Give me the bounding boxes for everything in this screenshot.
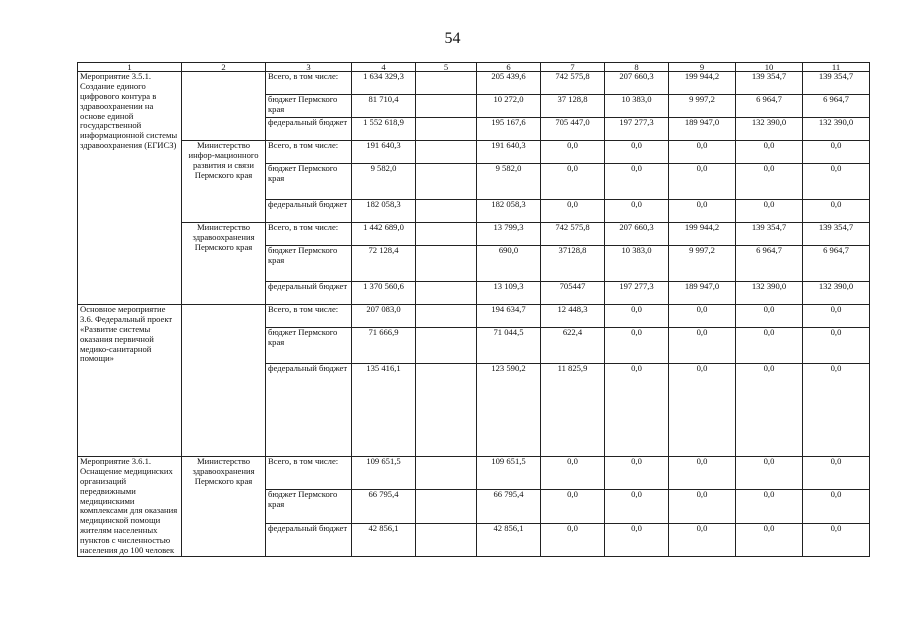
- amount-cell-c6: 13 799,3: [477, 223, 541, 246]
- amount-cell-c11: 132 390,0: [803, 118, 870, 141]
- amount-cell-c10: 0,0: [736, 328, 803, 364]
- amount-cell-c9: 0,0: [669, 328, 736, 364]
- executor-cell: [182, 72, 266, 141]
- amount-cell-c8: 0,0: [605, 457, 669, 490]
- amount-cell-c5: [416, 118, 477, 141]
- amount-cell-c7: 705447: [541, 282, 605, 305]
- amount-cell-c11: 6 964,7: [803, 95, 870, 118]
- amount-cell-c6: 10 272,0: [477, 95, 541, 118]
- funding-source-cell: федеральный бюджет: [266, 200, 352, 223]
- amount-cell-c6: 194 634,7: [477, 305, 541, 328]
- amount-cell-c9: 0,0: [669, 305, 736, 328]
- amount-cell-c10: 139 354,7: [736, 72, 803, 95]
- amount-cell-c10: 0,0: [736, 523, 803, 556]
- amount-cell-c5: [416, 457, 477, 490]
- amount-cell-c9: 189 947,0: [669, 282, 736, 305]
- funding-source-cell: Всего, в том числе:: [266, 305, 352, 328]
- funding-source-cell: бюджет Пермского края: [266, 164, 352, 200]
- amount-cell-c7: 742 575,8: [541, 72, 605, 95]
- amount-cell-c7: 622,4: [541, 328, 605, 364]
- table-row: [78, 457, 870, 490]
- amount-cell-c6: 13 109,3: [477, 282, 541, 305]
- column-number-cell: 10: [736, 63, 803, 72]
- activity-name-cell: Мероприятие 3.6.1. Оснащение медицинских организаций передвижными медицинскими комплексами для оказания медицинской помощи жителям населенных пунктов с численностью населения до 100 человек: [78, 457, 182, 557]
- amount-cell-c7: 0,0: [541, 200, 605, 223]
- amount-cell-c10: 6 964,7: [736, 246, 803, 282]
- table-row: [78, 141, 870, 164]
- amount-cell-c7: 0,0: [541, 141, 605, 164]
- funding-source-cell: Всего, в том числе:: [266, 72, 352, 95]
- amount-cell-c4: 81 710,4: [352, 95, 416, 118]
- column-number-cell: 3: [266, 63, 352, 72]
- amount-cell-c11: 0,0: [803, 141, 870, 164]
- activity-name-cell: Мероприятие 3.5.1. Создание единого цифрового контура в здравоохранении на основе единой государственной информационной системы здравоохранения (ЕГИСЗ): [78, 72, 182, 305]
- activity-name-cell: Основное мероприятие 3.6. Федеральный проект «Развитие системы оказания первичной медико-санитарной помощи»: [78, 305, 182, 457]
- executor-cell: Министерство здравоохранения Пермского края: [182, 223, 266, 305]
- amount-cell-c7: 0,0: [541, 490, 605, 523]
- amount-cell-c4: 42 856,1: [352, 523, 416, 556]
- amount-cell-c8: 207 660,3: [605, 72, 669, 95]
- funding-source-cell: Всего, в том числе:: [266, 223, 352, 246]
- budget-table: [77, 62, 870, 557]
- amount-cell-c8: 0,0: [605, 305, 669, 328]
- amount-cell-c4: 207 083,0: [352, 305, 416, 328]
- amount-cell-c9: 0,0: [669, 141, 736, 164]
- amount-cell-c5: [416, 246, 477, 282]
- amount-cell-c11: 0,0: [803, 364, 870, 457]
- funding-source-cell: федеральный бюджет: [266, 364, 352, 457]
- amount-cell-c10: 6 964,7: [736, 95, 803, 118]
- amount-cell-c7: 37 128,8: [541, 95, 605, 118]
- amount-cell-c6: 205 439,6: [477, 72, 541, 95]
- amount-cell-c10: 139 354,7: [736, 223, 803, 246]
- column-number-cell: 7: [541, 63, 605, 72]
- column-number-row: [78, 63, 870, 72]
- funding-source-cell: Всего, в том числе:: [266, 457, 352, 490]
- amount-cell-c4: 135 416,1: [352, 364, 416, 457]
- page-number: 54: [444, 30, 461, 47]
- amount-cell-c7: 12 448,3: [541, 305, 605, 328]
- amount-cell-c7: 0,0: [541, 457, 605, 490]
- table-row: [78, 223, 870, 246]
- amount-cell-c4: 1 370 560,6: [352, 282, 416, 305]
- amount-cell-c11: 0,0: [803, 328, 870, 364]
- amount-cell-c9: 0,0: [669, 200, 736, 223]
- amount-cell-c9: 9 997,2: [669, 246, 736, 282]
- amount-cell-c5: [416, 223, 477, 246]
- amount-cell-c10: 0,0: [736, 305, 803, 328]
- amount-cell-c11: 139 354,7: [803, 223, 870, 246]
- executor-cell: Министерство инфор-мационного развития и связи Пермского края: [182, 141, 266, 223]
- funding-source-cell: федеральный бюджет: [266, 282, 352, 305]
- amount-cell-c4: 71 666,9: [352, 328, 416, 364]
- amount-cell-c8: 207 660,3: [605, 223, 669, 246]
- amount-cell-c8: 0,0: [605, 200, 669, 223]
- amount-cell-c11: 139 354,7: [803, 72, 870, 95]
- amount-cell-c9: 199 944,2: [669, 72, 736, 95]
- funding-source-cell: бюджет Пермского края: [266, 328, 352, 364]
- amount-cell-c11: 0,0: [803, 164, 870, 200]
- amount-cell-c5: [416, 523, 477, 556]
- amount-cell-c9: 0,0: [669, 457, 736, 490]
- amount-cell-c11: 0,0: [803, 490, 870, 523]
- amount-cell-c5: [416, 282, 477, 305]
- amount-cell-c6: 195 167,6: [477, 118, 541, 141]
- amount-cell-c5: [416, 364, 477, 457]
- amount-cell-c11: 0,0: [803, 305, 870, 328]
- column-number-cell: 1: [78, 63, 182, 72]
- amount-cell-c5: [416, 141, 477, 164]
- amount-cell-c6: 182 058,3: [477, 200, 541, 223]
- column-number-cell: 8: [605, 63, 669, 72]
- amount-cell-c5: [416, 328, 477, 364]
- amount-cell-c10: 0,0: [736, 164, 803, 200]
- amount-cell-c4: 72 128,4: [352, 246, 416, 282]
- amount-cell-c6: 42 856,1: [477, 523, 541, 556]
- amount-cell-c10: 132 390,0: [736, 282, 803, 305]
- amount-cell-c4: 66 795,4: [352, 490, 416, 523]
- amount-cell-c9: 0,0: [669, 364, 736, 457]
- amount-cell-c4: 1 552 618,9: [352, 118, 416, 141]
- amount-cell-c5: [416, 305, 477, 328]
- funding-source-cell: Всего, в том числе:: [266, 141, 352, 164]
- amount-cell-c7: 11 825,9: [541, 364, 605, 457]
- amount-cell-c7: 37128,8: [541, 246, 605, 282]
- amount-cell-c11: 6 964,7: [803, 246, 870, 282]
- column-number-cell: 11: [803, 63, 870, 72]
- amount-cell-c9: 9 997,2: [669, 95, 736, 118]
- amount-cell-c11: 0,0: [803, 523, 870, 556]
- amount-cell-c8: 0,0: [605, 490, 669, 523]
- amount-cell-c11: 0,0: [803, 457, 870, 490]
- column-number-cell: 6: [477, 63, 541, 72]
- amount-cell-c7: 742 575,8: [541, 223, 605, 246]
- funding-source-cell: федеральный бюджет: [266, 118, 352, 141]
- amount-cell-c6: 109 651,5: [477, 457, 541, 490]
- amount-cell-c10: 0,0: [736, 200, 803, 223]
- amount-cell-c6: 71 044,5: [477, 328, 541, 364]
- amount-cell-c8: 0,0: [605, 328, 669, 364]
- amount-cell-c10: 0,0: [736, 364, 803, 457]
- amount-cell-c11: 132 390,0: [803, 282, 870, 305]
- amount-cell-c8: 0,0: [605, 364, 669, 457]
- amount-cell-c6: 123 590,2: [477, 364, 541, 457]
- amount-cell-c10: 132 390,0: [736, 118, 803, 141]
- amount-cell-c10: 0,0: [736, 490, 803, 523]
- amount-cell-c4: 1 442 689,0: [352, 223, 416, 246]
- amount-cell-c8: 197 277,3: [605, 118, 669, 141]
- amount-cell-c8: 0,0: [605, 164, 669, 200]
- funding-source-cell: федеральный бюджет: [266, 523, 352, 556]
- executor-cell: Министерство здравоохранения Пермского края: [182, 457, 266, 557]
- amount-cell-c6: 690,0: [477, 246, 541, 282]
- funding-source-cell: бюджет Пермского края: [266, 246, 352, 282]
- amount-cell-c10: 0,0: [736, 457, 803, 490]
- amount-cell-c4: 182 058,3: [352, 200, 416, 223]
- column-number-cell: 2: [182, 63, 266, 72]
- amount-cell-c9: 199 944,2: [669, 223, 736, 246]
- amount-cell-c7: 0,0: [541, 164, 605, 200]
- amount-cell-c8: 0,0: [605, 141, 669, 164]
- amount-cell-c6: 66 795,4: [477, 490, 541, 523]
- amount-cell-c8: 197 277,3: [605, 282, 669, 305]
- amount-cell-c7: 705 447,0: [541, 118, 605, 141]
- funding-source-cell: бюджет Пермского края: [266, 490, 352, 523]
- amount-cell-c6: 191 640,3: [477, 141, 541, 164]
- executor-cell: [182, 305, 266, 457]
- amount-cell-c8: 10 383,0: [605, 246, 669, 282]
- table-body: [78, 63, 870, 557]
- amount-cell-c9: 189 947,0: [669, 118, 736, 141]
- table-row: [78, 305, 870, 328]
- amount-cell-c9: 0,0: [669, 523, 736, 556]
- amount-cell-c4: 1 634 329,3: [352, 72, 416, 95]
- column-number-cell: 9: [669, 63, 736, 72]
- amount-cell-c9: 0,0: [669, 490, 736, 523]
- amount-cell-c4: 9 582,0: [352, 164, 416, 200]
- amount-cell-c9: 0,0: [669, 164, 736, 200]
- amount-cell-c7: 0,0: [541, 523, 605, 556]
- amount-cell-c4: 109 651,5: [352, 457, 416, 490]
- amount-cell-c6: 9 582,0: [477, 164, 541, 200]
- funding-source-cell: бюджет Пермского края: [266, 95, 352, 118]
- amount-cell-c5: [416, 200, 477, 223]
- amount-cell-c8: 10 383,0: [605, 95, 669, 118]
- amount-cell-c4: 191 640,3: [352, 141, 416, 164]
- column-number-cell: 4: [352, 63, 416, 72]
- table-row: [78, 72, 870, 95]
- amount-cell-c5: [416, 72, 477, 95]
- amount-cell-c5: [416, 164, 477, 200]
- amount-cell-c10: 0,0: [736, 141, 803, 164]
- amount-cell-c11: 0,0: [803, 200, 870, 223]
- column-number-cell: 5: [416, 63, 477, 72]
- amount-cell-c8: 0,0: [605, 523, 669, 556]
- amount-cell-c5: [416, 95, 477, 118]
- amount-cell-c5: [416, 490, 477, 523]
